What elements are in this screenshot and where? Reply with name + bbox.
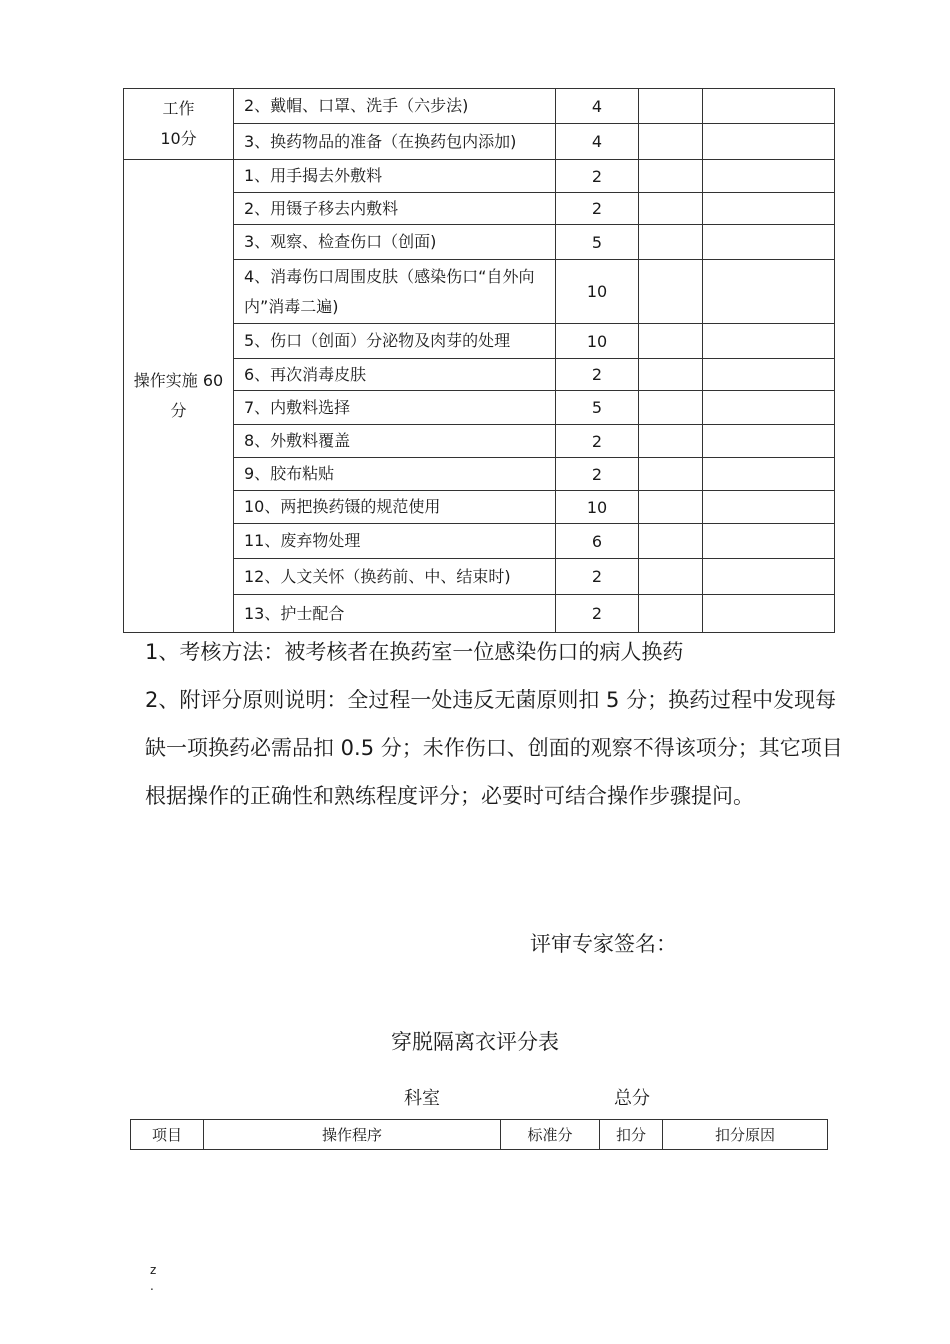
expert-signature-label: 评审专家签名： (530, 932, 677, 956)
procedure-cell: 1、用手揭去外敷料 (234, 160, 556, 193)
score-cell: 6 (556, 524, 639, 559)
header-item: 项目 (131, 1120, 204, 1150)
score-cell: 4 (556, 124, 639, 160)
procedure-cell: 13、护士配合 (234, 595, 556, 633)
deduction-cell (639, 458, 703, 491)
deduction-cell (639, 324, 703, 359)
header-procedure: 操作程序 (204, 1120, 501, 1150)
procedure-cell: 3、观察、检查伤口（创面) (234, 225, 556, 260)
reason-cell (703, 425, 835, 458)
category-label-line2: 分 (170, 401, 187, 420)
header-deduction-reason: 扣分原因 (663, 1120, 828, 1150)
table-row (124, 89, 835, 124)
deduction-cell (639, 160, 703, 193)
procedure-cell: 5、伤口（创面）分泌物及肉芽的处理 (234, 324, 556, 359)
deduction-cell (639, 524, 703, 559)
department-label: 科室 (404, 1088, 440, 1109)
reason-cell (703, 124, 835, 160)
reason-cell (703, 491, 835, 524)
deduction-cell (639, 559, 703, 595)
header-deduction: 扣分 (600, 1120, 663, 1150)
procedure-cell: 10、两把换药镊的规范使用 (234, 491, 556, 524)
form-title: 穿脱隔离衣评分表 (391, 1030, 559, 1054)
procedure-cell: 4、消毒伤口周围皮肤（感染伤口“自外向内”消毒二遍) (234, 260, 556, 324)
reason-cell (703, 595, 835, 633)
procedure-cell: 2、戴帽、口罩、洗手（六步法) (234, 89, 556, 124)
footer-dot: . (150, 1279, 154, 1293)
deduction-cell (639, 359, 703, 391)
score-table (123, 88, 835, 633)
reason-cell (703, 260, 835, 324)
reason-cell (703, 89, 835, 124)
score-cell: 4 (556, 89, 639, 124)
reason-cell (703, 391, 835, 425)
category-label-line1: 工作 (162, 99, 195, 118)
header-standard-score: 标准分 (501, 1120, 600, 1150)
deduction-cell (639, 89, 703, 124)
deduction-cell (639, 595, 703, 633)
category-label-line2: 10分 (160, 129, 197, 148)
procedure-cell: 6、再次消毒皮肤 (234, 359, 556, 391)
score-cell: 2 (556, 458, 639, 491)
score-cell: 2 (556, 359, 639, 391)
score-cell: 10 (556, 491, 639, 524)
procedure-cell: 9、胶布粘贴 (234, 458, 556, 491)
score-cell: 2 (556, 160, 639, 193)
deduction-cell (639, 491, 703, 524)
score-cell: 10 (556, 260, 639, 324)
assessment-notes (145, 628, 845, 820)
reason-cell (703, 559, 835, 595)
reason-cell (703, 324, 835, 359)
score-cell: 5 (556, 391, 639, 425)
total-score-label: 总分 (614, 1088, 650, 1109)
category-cell-prep (124, 89, 234, 160)
score-cell: 2 (556, 595, 639, 633)
deduction-cell (639, 260, 703, 324)
score-cell: 2 (556, 425, 639, 458)
gown-score-table (130, 1119, 828, 1150)
score-cell: 10 (556, 324, 639, 359)
page-footer (150, 1262, 156, 1294)
deduction-cell (639, 225, 703, 260)
score-cell: 2 (556, 193, 639, 225)
procedure-cell: 7、内敷料选择 (234, 391, 556, 425)
reason-cell (703, 160, 835, 193)
deduction-cell (639, 193, 703, 225)
deduction-cell (639, 391, 703, 425)
table-header-row (131, 1120, 828, 1150)
table-row (124, 160, 835, 193)
procedure-cell: 11、废弃物处理 (234, 524, 556, 559)
procedure-cell: 2、用镊子移去内敷料 (234, 193, 556, 225)
procedure-cell: 3、换药物品的准备（在换药包内添加) (234, 124, 556, 160)
note-method: 1、考核方法：被考核者在换药室一位感染伤口的病人换药 (145, 640, 684, 664)
reason-cell (703, 458, 835, 491)
score-cell: 2 (556, 559, 639, 595)
reason-cell (703, 193, 835, 225)
score-cell: 5 (556, 225, 639, 260)
category-label-line1: 操作实施 60 (133, 371, 224, 390)
procedure-cell: 8、外敷料覆盖 (234, 425, 556, 458)
deduction-cell (639, 124, 703, 160)
note-scoring-principles: 2、附评分原则说明：全过程一处违反无菌原则扣 5 分；换药过程中发现每缺一项换药必需品扣 0.5 分；未作伤口、创面的观察不得该项分；其它项目根据操作的正确性和熟练程度评分；必要时可结合操作步骤提问。 (145, 688, 843, 808)
reason-cell (703, 225, 835, 260)
reason-cell (703, 524, 835, 559)
footer-mark: z (150, 1263, 157, 1277)
category-cell-impl (124, 160, 234, 633)
reason-cell (703, 359, 835, 391)
procedure-cell: 12、人文关怀（换药前、中、结束时) (234, 559, 556, 595)
deduction-cell (639, 425, 703, 458)
